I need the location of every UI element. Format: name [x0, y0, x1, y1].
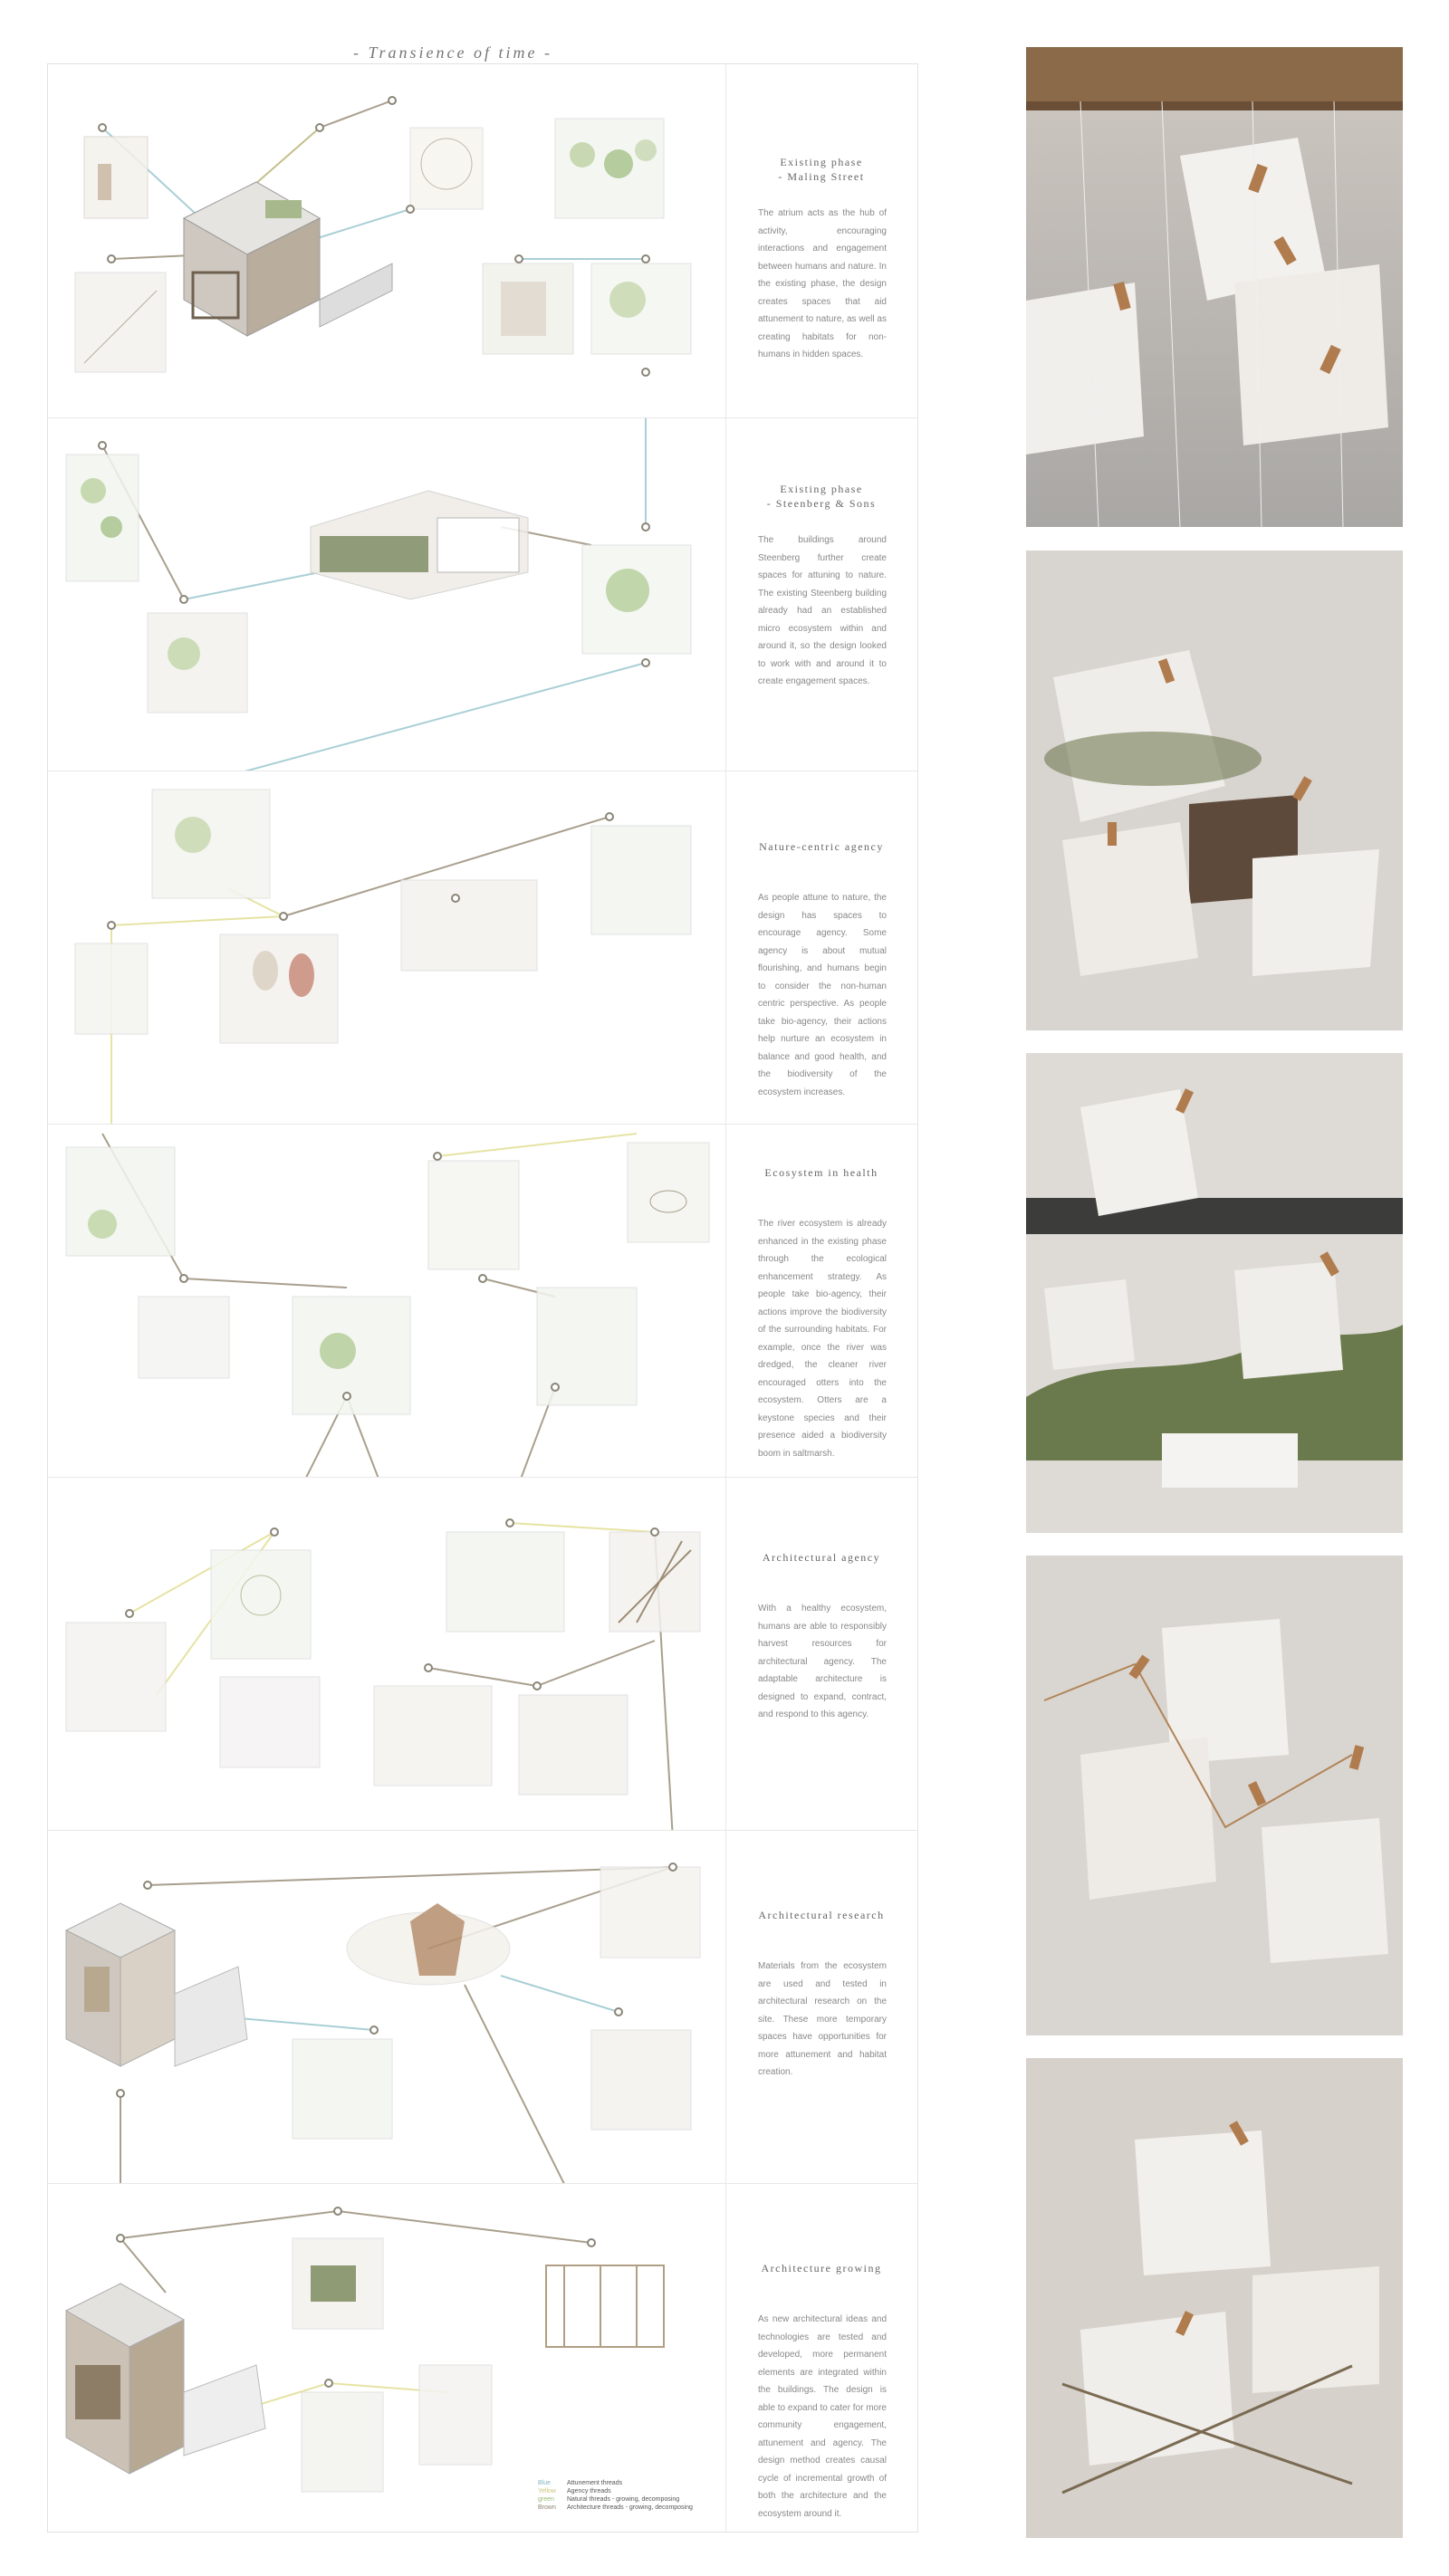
legend-label: Attunement threads — [567, 2480, 623, 2486]
vignette-sketch — [75, 790, 691, 1043]
thread-node — [126, 1519, 658, 1690]
phase-title: Ecosystem in health — [764, 1166, 878, 1179]
isometric-building-drawing — [66, 2284, 265, 2474]
exhibition-photo — [1026, 47, 1403, 527]
thread-legend — [538, 2479, 693, 2512]
architecture-thread — [537, 1641, 655, 1686]
phase-title — [725, 482, 917, 511]
drawing-area-architectural-research — [48, 1831, 726, 2184]
phase-description: With a healthy ecosystem, humans are able to responsibly harvest resources for architectural agency. The adaptable architecture is designed to expand, contract, and respond to this agency. — [758, 1604, 887, 1719]
legend-item — [538, 2479, 693, 2487]
phase-text-existing-steenberg — [725, 418, 917, 771]
phase-title-line2: - Steenberg & Sons — [766, 497, 877, 510]
phase-row-ecosystem-health — [48, 1124, 917, 1478]
agency-thread — [111, 916, 283, 925]
phase-text-architecture-growing — [725, 2184, 917, 2533]
exhibition-photo — [1026, 551, 1403, 1030]
isometric-building-drawing — [184, 182, 392, 336]
architecture-thread — [428, 1668, 537, 1686]
phase-title-line1: Existing phase — [780, 156, 863, 168]
vignette-sketch — [293, 2238, 664, 2492]
architecture-thread — [465, 1985, 591, 2184]
isometric-building-drawing — [66, 1903, 247, 2066]
legend-item — [538, 2487, 693, 2495]
architecture-thread — [148, 1867, 673, 1885]
agency-thread — [510, 1523, 655, 1532]
legend-label: Agency threads — [567, 2488, 611, 2495]
phase-title: Architectural agency — [762, 1551, 881, 1564]
legend-item — [538, 2504, 693, 2512]
phase-row-nature-agency — [48, 771, 917, 1125]
architecture-thread — [184, 1278, 347, 1288]
vignette-sketch — [66, 1143, 709, 1414]
phase-description: The atrium acts as the hub of activity, encouraging interactions and engagement between humans and nature. In the existing phase, the design creates spaces that aid attunement to nature, as well as creating habitats for non-humans in hidden spaces. — [758, 208, 887, 359]
vignette-sketch — [66, 455, 691, 713]
phase-description: The buildings around Steenberg further create spaces for attuning to nature. The existing Steenberg building already had an established micro ecosystem within and around it, so the design looked to work with and around it to create engagement spaces. — [758, 535, 887, 686]
exhibition-photo — [1026, 2058, 1403, 2538]
drawing-area-architectural-agency — [48, 1478, 726, 1831]
agency-thread — [437, 1134, 637, 1156]
phase-title-line2: - Maling Street — [778, 170, 865, 183]
agency-thread — [247, 128, 320, 191]
phase-row-existing-steenberg — [48, 417, 917, 771]
phase-description: The river ecosystem is already enhanced in the existing phase through the ecological enhancement strategy. As people take bio-agency, their actions improve the biodiversity of the surrounding habitats. For example, once the river was dredged, the cleaner river encouraged otters into the ecosystem. Otters are a keystone species and their presence aided a biodiversity boom in saltmarsh. — [758, 1219, 887, 1459]
exhibition-photo — [1026, 1556, 1403, 2035]
phase-title: Architectural research — [758, 1909, 885, 1921]
architecture-thread — [120, 2211, 338, 2238]
legend-key: Brown — [538, 2504, 556, 2511]
phase-title — [725, 155, 917, 184]
phase-description: As new architectural ideas and technologies are tested and developed, more permanent elements are integrated within the buildings. The design is able to expand to cater for more community engagement, attunement and agency. The design method creates causal cycle of incremental growth of both the architecture and the ecosystem around it. — [758, 2314, 887, 2519]
exhibition-photo — [1026, 1053, 1403, 1533]
phase-text-existing-maling — [725, 64, 917, 417]
architecture-thread — [320, 101, 392, 128]
phase-description: Materials from the ecosystem are used and tested in architectural research on the site. These more temporary spaces have opportunities for more attunement and habitat creation. — [758, 1961, 887, 2077]
phase-title: Architecture growing — [761, 2262, 882, 2274]
phase-text-nature-agency — [725, 771, 917, 1125]
page-title: - Transience of time - — [353, 43, 552, 62]
phase-description: As people attune to nature, the design has spaces to encourage agency. Some agency is about mutual flourishing, and humans begin to consider the non-human centric perspective. As people take bio-agency, their actions help nurture an ecosystem in balance and good health, and the biodiversity of the ecosystem increases. — [758, 893, 887, 1097]
phase-text-ecosystem-health — [725, 1125, 917, 1478]
sketch-ecosystem-health — [48, 1125, 725, 1478]
phase-row-existing-maling — [48, 64, 917, 417]
drawing-area-ecosystem-health — [48, 1125, 726, 1478]
legend-label: Natural threads - growing, decomposing — [567, 2496, 680, 2503]
sketch-existing-maling — [48, 64, 725, 417]
legend-key: Blue — [538, 2480, 552, 2486]
drawing-area-nature-agency — [48, 771, 726, 1125]
drawing-area-existing-steenberg — [48, 418, 726, 771]
vignette-sketch — [75, 119, 691, 372]
vignette-sketch — [66, 1532, 700, 1795]
vignette-sketch — [293, 1867, 700, 2139]
phase-text-architectural-agency — [725, 1478, 917, 1831]
sketch-existing-steenberg — [48, 418, 725, 771]
sketch-architectural-agency — [48, 1478, 725, 1831]
drawing-area-existing-maling — [48, 64, 726, 417]
legend-key: Yellow — [538, 2488, 556, 2495]
attunement-thread — [184, 572, 320, 599]
legend-item — [538, 2495, 693, 2504]
phase-row-architectural-agency — [48, 1477, 917, 1831]
sketch-nature-agency — [48, 771, 725, 1125]
legend-label: Architecture threads - growing, decomposing — [567, 2504, 693, 2511]
phase-row-architectural-research — [48, 1830, 917, 2184]
timeline-board — [47, 63, 918, 2533]
sketch-architectural-research — [48, 1831, 725, 2184]
phase-text-architectural-research — [725, 1831, 917, 2184]
architecture-thread — [120, 2238, 166, 2293]
phase-title-line1: Existing phase — [780, 483, 863, 495]
attunement-thread — [501, 1976, 619, 2012]
phase-title: Nature-centric agency — [759, 840, 884, 853]
attunement-thread — [211, 663, 646, 771]
phase-row-architecture-growing — [48, 2183, 917, 2533]
legend-key: green — [538, 2496, 554, 2503]
